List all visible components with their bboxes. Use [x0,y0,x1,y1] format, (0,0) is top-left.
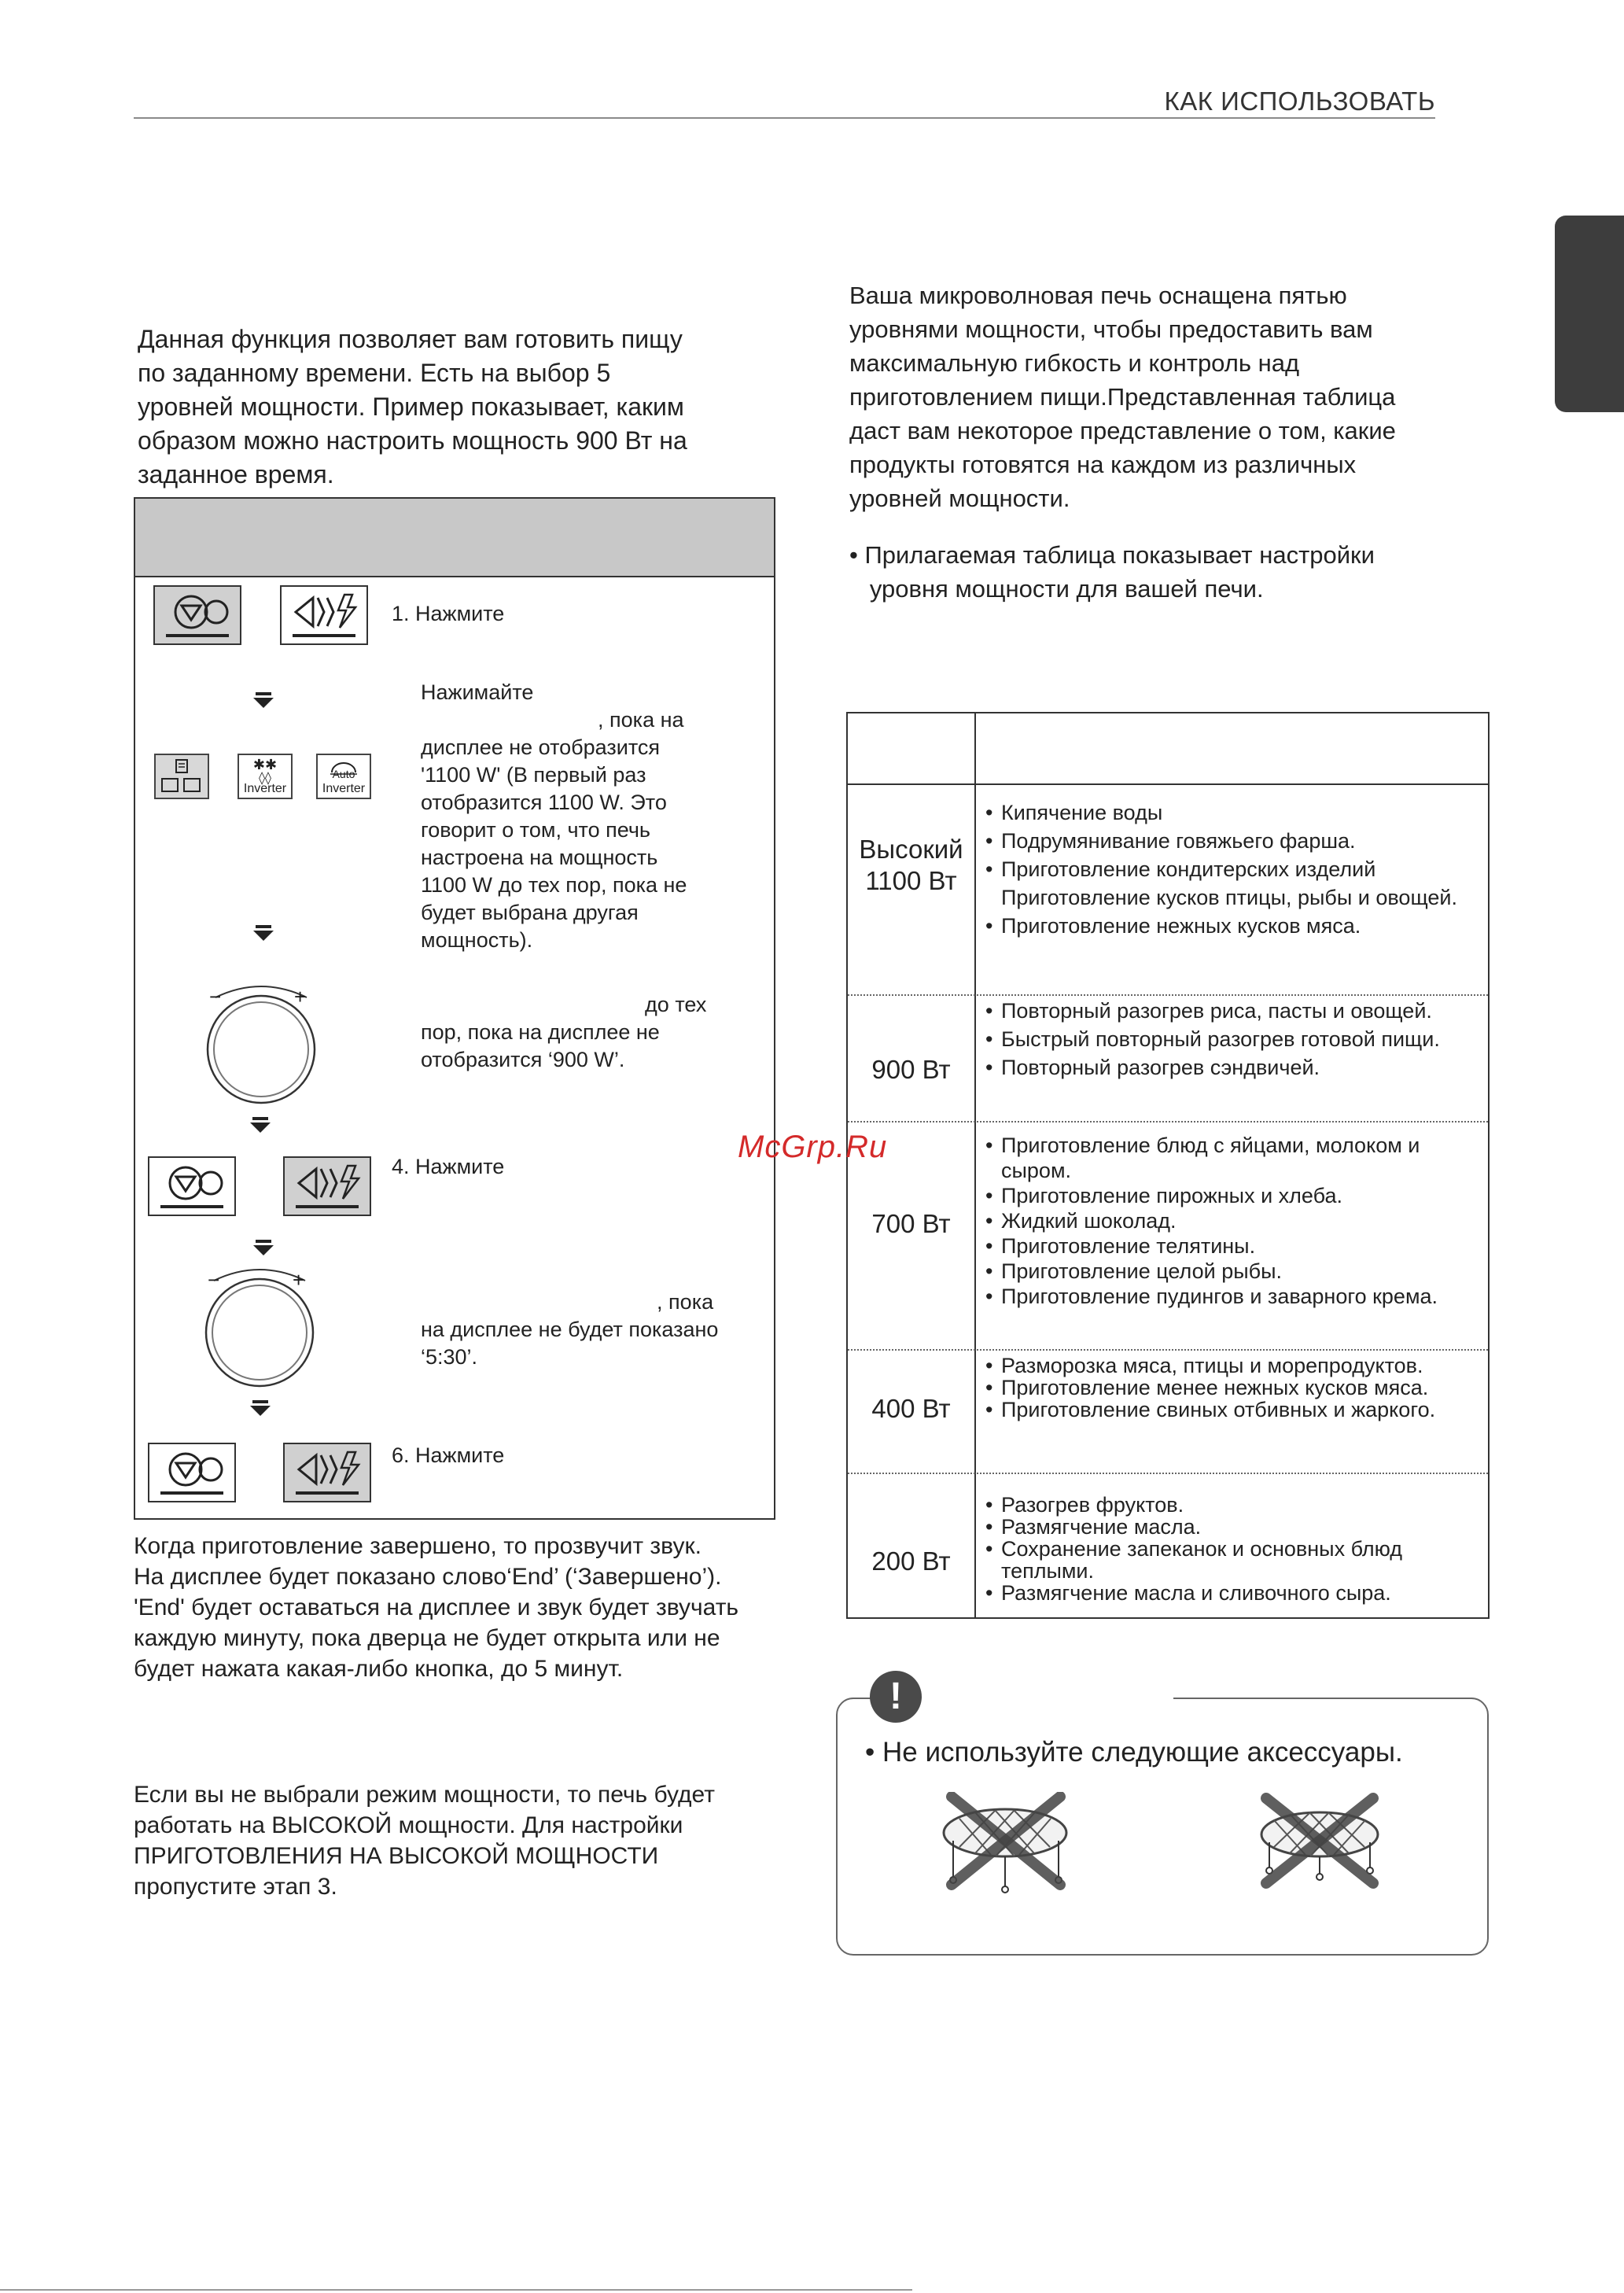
list-item: • Приготовление кондитерских изделий Приготовление кусков птицы, рыбы и овощей. [985,855,1489,912]
header-rule [134,117,1435,119]
inverter-label: Inverter [243,782,287,795]
watermark: McGrp.Ru [738,1130,888,1164]
power-level-items [985,997,1489,1082]
list-item: • Кипячение воды [985,798,1489,827]
inverter-label: Inverter [322,782,366,795]
list-item: • Приготовление пудингов и заварного крема. [985,1284,1489,1309]
list-item: • Сохранение запеканок и основных блюд теплыми. [985,1538,1489,1582]
list-item: • Повторный разогрев сэндвичей. [985,1053,1489,1082]
table-bullet: • Прилагаемая таблица показывает настройки уровня мощности для вашей печи. [849,541,1375,603]
arrow-down-icon [253,1240,274,1257]
stop-clear-button[interactable] [153,585,241,645]
stop-clear-button[interactable] [148,1443,236,1502]
micro-power-button[interactable] [283,1443,371,1502]
dial-plus: + [294,985,307,1008]
footer-rule [0,2289,912,2291]
menu-button[interactable] [154,754,209,799]
list-item: • Приготовление нежных кусков мяса. [985,912,1489,940]
list-item: • Быстрый повторный разогрев готовой пищи. [985,1025,1489,1053]
step6-text: 6. Нажмите [392,1443,505,1467]
crossed-rack-icon [1250,1792,1392,1894]
stop-icon [149,1444,234,1501]
caution-text: • Не используйте следующие аксессуары. [865,1737,1403,1768]
arrow-down-icon [253,925,274,942]
high-power-note: Если вы не выбрали режим мощности, то печь будет работать на ВЫСОКОЙ мощности. Для настройки ПРИГОТОВЛЕНИЯ НА ВЫСОКОЙ МОЩНОСТИ пропустите этап 3. [134,1782,715,1900]
list-item: • Размягчение масла. [985,1516,1489,1538]
dial-minus: − [208,1268,220,1292]
list-item: • Приготовление телятины. [985,1233,1489,1259]
stop-icon [149,1158,234,1215]
arrow-down-icon [250,1400,271,1417]
power-level-table [846,712,1490,1619]
power-level-label: 700 Вт [871,1209,951,1238]
power-level-label: 900 Вт [871,1055,951,1084]
power-level-items [985,1133,1489,1309]
crossed-rack-icon [936,1792,1077,1894]
step3-text: до тех пор, пока на дисплее не отобразится ‘900 W’. [421,993,707,1071]
power-level-items [985,1494,1489,1604]
power-level-items [985,1355,1489,1421]
svg-text:◊◊: ◊◊ [259,770,271,785]
power-level-label: 200 Вт [871,1546,951,1576]
microwave-icon [282,587,366,643]
instruction-box-header [135,499,774,577]
stop-clear-button[interactable] [148,1156,236,1216]
list-item: • Повторный разогрев риса, пасты и овощей. [985,997,1489,1025]
microwave-icon [285,1158,370,1215]
dial-minus: − [209,985,222,1008]
menu-icon [156,755,208,798]
list-item: • Разогрев фруктов. [985,1494,1489,1516]
chapter-tab [1555,216,1624,412]
list-item: • Приготовление свиных отбивных и жаркого. [985,1399,1489,1421]
power-level-label: 400 Вт [871,1394,951,1423]
left-intro: Данная функция позволяет вам готовить пищу по заданному времени. Есть на выбор 5 уровней мощности. Пример показывает, каким образом можно настроить мощность 900 Вт на заданное время. [138,325,687,488]
list-item: • Приготовление пирожных и хлеба. [985,1183,1489,1208]
caution-icon: ! [870,1671,922,1723]
arrow-down-icon [250,1117,271,1134]
svg-text:✱✱: ✱✱ [252,757,278,773]
microwave-icon [285,1444,370,1501]
list-item: • Размягчение масла и сливочного сыра. [985,1582,1489,1604]
step4-text: 4. Нажмите [392,1155,505,1178]
micro-power-button[interactable] [280,585,368,645]
arrow-down-icon [253,692,274,710]
list-item: • Жидкий шоколад. [985,1208,1489,1233]
inverter-defrost-button[interactable] [238,754,293,799]
list-item: • Приготовление менее нежных кусков мяса. [985,1377,1489,1399]
power-level-label: Высокий 1100 Вт [859,835,963,895]
dial-plus: + [293,1268,305,1292]
list-item: • Разморозка мяса, птицы и морепродуктов. [985,1355,1489,1377]
auto-label: Auto [332,768,355,780]
list-item: • Приготовление целой рыбы. [985,1259,1489,1284]
section-title: КАК ИСПОЛЬЗОВАТЬ [1164,87,1435,116]
list-item: • Подрумянивание говяжьего фарша. [985,827,1489,855]
step5-text: , пока на дисплее не будет показано ‘5:30’. [421,1290,719,1369]
micro-power-button[interactable] [283,1156,371,1216]
completion-paragraph: Когда приготовление завершено, то прозвучит звук. На дисплее будет показано слово‘End’ (‘Завершено’). 'End' будет оставаться на дисплее и звук будет звучать каждую минуту, пока дверца не будет открыта или не будет нажата какая-либо кнопка, до 5 минут. [134,1533,739,1682]
step1-text: 1. Нажмите [392,602,505,625]
list-item: • Приготовление блюд с яйцами, молоком и сыром. [985,1133,1489,1183]
power-level-items [985,798,1489,940]
right-intro: Ваша микроволновая печь оснащена пятью уровнями мощности, чтобы предоставить вам максимальную гибкость и контроль над приготовлением пищи.Представленная таблица даст вам некоторое представление о том, какие продукты готовятся на каждом из различных уровней мощности. [849,282,1396,512]
auto-inverter-button[interactable] [316,754,371,799]
step2-text: Нажимайте , пока на дисплее не отобразится '1100 W' (В первый раз отобразится 1100 W. Это говорит о том, что печь настроена на мощность 1100 W до тех пор, пока не будет выбрана другая мощность). [421,680,687,952]
stop-icon [155,587,240,643]
